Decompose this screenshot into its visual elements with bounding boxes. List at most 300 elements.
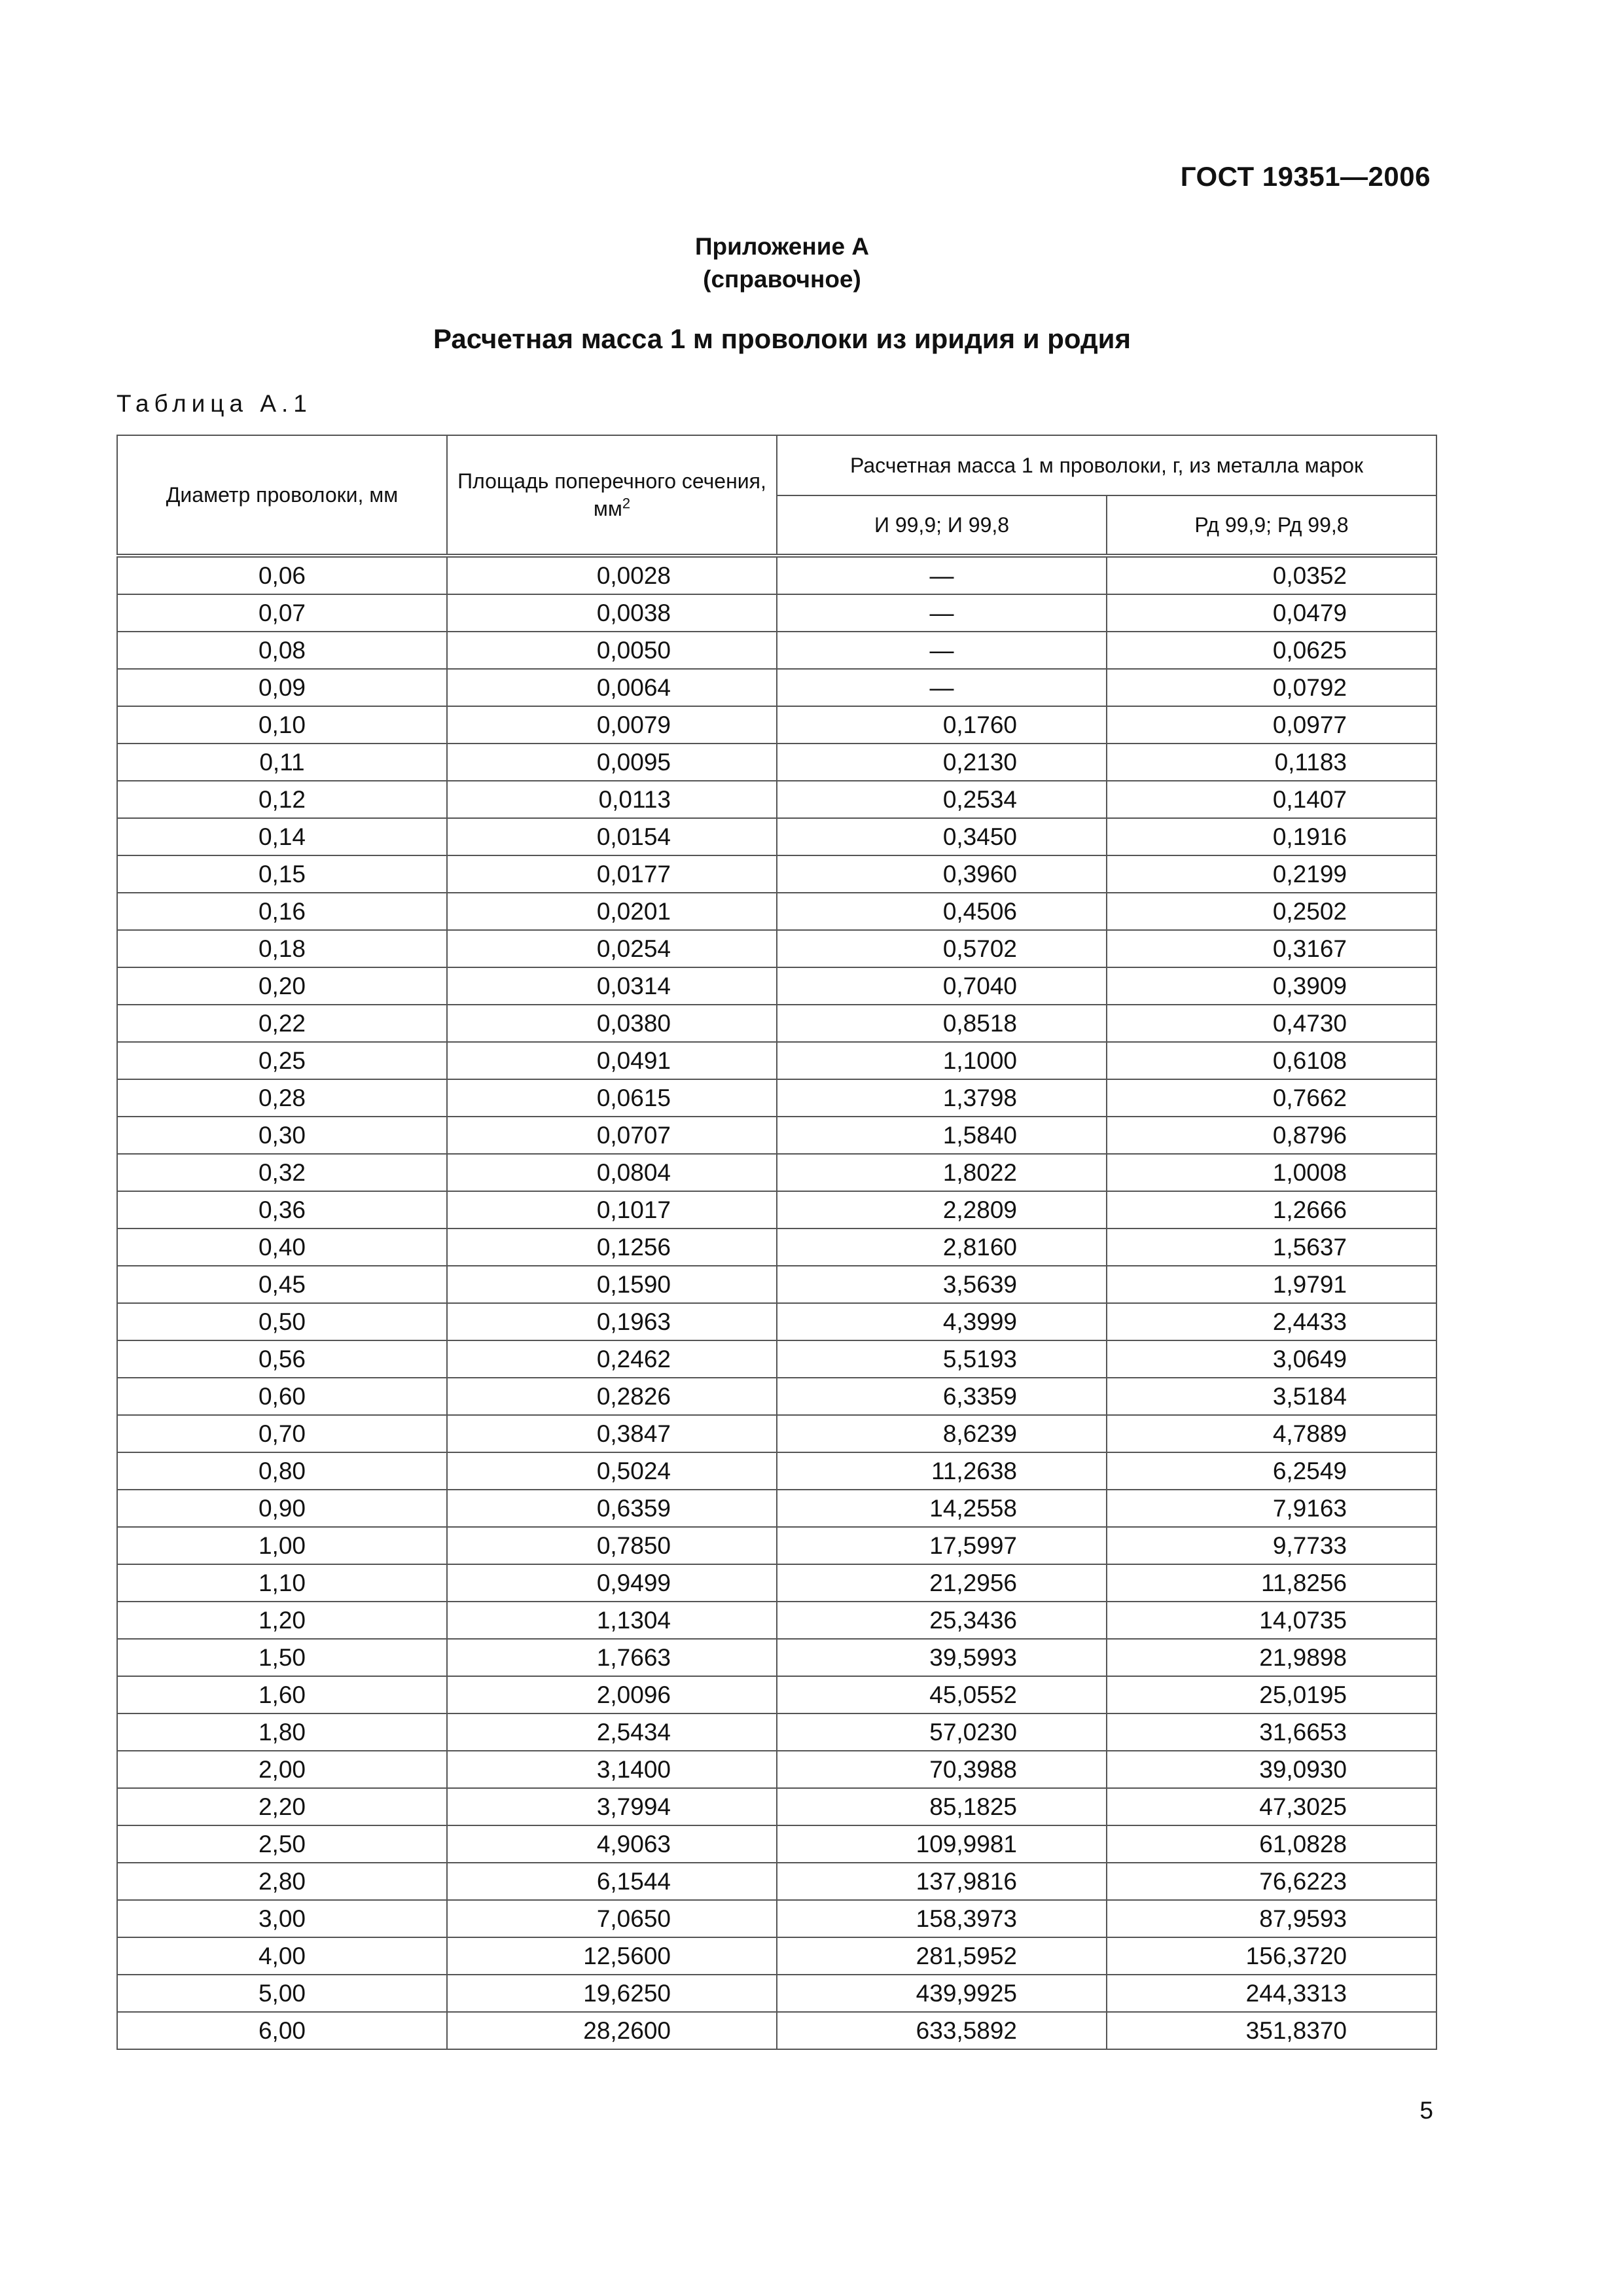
cell-mass-rhodium bbox=[1107, 1117, 1436, 1154]
cell-area-value: 28,2600 bbox=[583, 2017, 671, 2044]
standard-number: ГОСТ 19351—2006 bbox=[1180, 161, 1431, 192]
cell-area-value: 0,1590 bbox=[596, 1271, 671, 1298]
cell-area bbox=[447, 1042, 777, 1079]
cell-mass-iridium-value: 17,5997 bbox=[929, 1532, 1017, 1559]
cell-diameter-value: 2,00 bbox=[258, 1756, 306, 1783]
cell-area-value: 0,0079 bbox=[596, 711, 671, 738]
cell-mass-iridium bbox=[777, 1005, 1107, 1042]
header-area-superscript: 2 bbox=[622, 495, 631, 512]
cell-diameter bbox=[117, 744, 447, 781]
cell-mass-iridium bbox=[777, 893, 1107, 930]
cell-mass-rhodium bbox=[1107, 1751, 1436, 1788]
cell-mass-rhodium bbox=[1107, 1564, 1436, 1602]
cell-diameter bbox=[117, 1452, 447, 1490]
cell-area bbox=[447, 1005, 777, 1042]
cell-mass-rhodium-value: 0,1407 bbox=[1272, 786, 1347, 813]
cell-mass-rhodium-value: 9,7733 bbox=[1272, 1532, 1347, 1559]
wire-mass-table bbox=[116, 435, 1437, 2050]
cell-diameter-value: 0,50 bbox=[258, 1308, 306, 1335]
cell-mass-iridium-value: 158,3973 bbox=[916, 1905, 1017, 1932]
cell-diameter bbox=[117, 669, 447, 706]
cell-diameter-value: 0,11 bbox=[259, 749, 305, 776]
appendix-heading bbox=[0, 230, 1564, 296]
cell-diameter-value: 0,10 bbox=[258, 711, 306, 738]
cell-mass-iridium-value: 1,1000 bbox=[942, 1047, 1017, 1074]
cell-mass-rhodium bbox=[1107, 556, 1436, 594]
cell-mass-iridium bbox=[777, 594, 1107, 632]
cell-area bbox=[447, 855, 777, 893]
cell-diameter-value: 1,80 bbox=[258, 1719, 306, 1746]
cell-mass-rhodium bbox=[1107, 706, 1436, 744]
cell-mass-iridium bbox=[777, 930, 1107, 967]
cell-mass-iridium bbox=[777, 556, 1107, 594]
cell-mass-rhodium-value: 0,0977 bbox=[1272, 711, 1347, 738]
cell-area-value: 0,2826 bbox=[596, 1383, 671, 1410]
cell-mass-iridium bbox=[777, 632, 1107, 669]
cell-diameter-value: 0,09 bbox=[258, 674, 306, 701]
cell-mass-iridium bbox=[777, 1527, 1107, 1564]
table-row bbox=[117, 556, 1436, 594]
table-row bbox=[117, 706, 1436, 744]
cell-diameter bbox=[117, 1340, 447, 1378]
cell-diameter bbox=[117, 1937, 447, 1975]
cell-mass-iridium-value: 39,5993 bbox=[929, 1644, 1017, 1671]
header-diameter: Диаметр проволоки, мм bbox=[117, 435, 447, 556]
cell-mass-rhodium bbox=[1107, 1191, 1436, 1229]
cell-area-value: 3,7994 bbox=[596, 1793, 671, 1820]
cell-area bbox=[447, 781, 777, 818]
cell-area bbox=[447, 1266, 777, 1303]
table-row bbox=[117, 1042, 1436, 1079]
table-row bbox=[117, 1191, 1436, 1229]
cell-mass-rhodium bbox=[1107, 1527, 1436, 1564]
cell-area bbox=[447, 1415, 777, 1452]
cell-mass-rhodium-value: 0,8796 bbox=[1272, 1122, 1347, 1149]
cell-diameter-value: 0,40 bbox=[258, 1234, 306, 1261]
cell-mass-iridium-value: 3,5639 bbox=[942, 1271, 1017, 1298]
cell-diameter-value: 2,50 bbox=[258, 1831, 306, 1857]
cell-mass-iridium-value: — bbox=[929, 600, 954, 626]
cell-area-value: 0,0064 bbox=[596, 674, 671, 701]
cell-mass-rhodium-value: 7,9163 bbox=[1272, 1495, 1347, 1522]
cell-mass-iridium-value: 57,0230 bbox=[929, 1719, 1017, 1746]
cell-mass-rhodium bbox=[1107, 1042, 1436, 1079]
cell-mass-iridium bbox=[777, 1229, 1107, 1266]
cell-mass-iridium-value: 2,2809 bbox=[942, 1196, 1017, 1223]
cell-diameter bbox=[117, 2012, 447, 2049]
cell-area bbox=[447, 1863, 777, 1900]
cell-area bbox=[447, 1527, 777, 1564]
cell-mass-rhodium bbox=[1107, 1303, 1436, 1340]
table-row bbox=[117, 818, 1436, 855]
cell-area-value: 0,0707 bbox=[596, 1122, 671, 1149]
cell-mass-iridium-value: 5,5193 bbox=[942, 1346, 1017, 1372]
cell-diameter bbox=[117, 781, 447, 818]
cell-mass-rhodium bbox=[1107, 1937, 1436, 1975]
cell-diameter-value: 6,00 bbox=[258, 2017, 306, 2044]
cell-mass-iridium-value: 6,3359 bbox=[942, 1383, 1017, 1410]
cell-mass-rhodium-value: 21,9898 bbox=[1259, 1644, 1347, 1671]
cell-mass-rhodium-value: 244,3313 bbox=[1245, 1980, 1347, 2007]
cell-mass-iridium-value: 0,8518 bbox=[942, 1010, 1017, 1037]
cell-area bbox=[447, 930, 777, 967]
cell-area-value: 0,0491 bbox=[596, 1047, 671, 1074]
cell-mass-rhodium-value: 3,5184 bbox=[1272, 1383, 1347, 1410]
cell-diameter-value: 0,14 bbox=[258, 823, 306, 850]
cell-mass-iridium-value: — bbox=[929, 637, 954, 664]
cell-area-value: 0,0615 bbox=[596, 1085, 671, 1111]
cell-mass-rhodium-value: 14,0735 bbox=[1259, 1607, 1347, 1634]
cell-diameter bbox=[117, 893, 447, 930]
cell-mass-iridium-value: 8,6239 bbox=[942, 1420, 1017, 1447]
table-row bbox=[117, 1005, 1436, 1042]
cell-mass-rhodium bbox=[1107, 744, 1436, 781]
cell-area bbox=[447, 1713, 777, 1751]
cell-mass-iridium-value: 0,5702 bbox=[942, 935, 1017, 962]
cell-mass-rhodium bbox=[1107, 669, 1436, 706]
cell-diameter bbox=[117, 1191, 447, 1229]
cell-mass-iridium-value: — bbox=[929, 562, 954, 589]
cell-area-value: 0,1963 bbox=[596, 1308, 671, 1335]
cell-mass-iridium bbox=[777, 1937, 1107, 1975]
cell-mass-rhodium-value: 31,6653 bbox=[1259, 1719, 1347, 1746]
cell-mass-iridium bbox=[777, 669, 1107, 706]
cell-mass-rhodium bbox=[1107, 1825, 1436, 1863]
cell-area bbox=[447, 1378, 777, 1415]
cell-area-value: 2,0096 bbox=[596, 1681, 671, 1708]
cell-mass-iridium-value: 85,1825 bbox=[929, 1793, 1017, 1820]
page-number: 5 bbox=[1419, 2097, 1433, 2124]
table-row bbox=[117, 669, 1436, 706]
cell-mass-iridium bbox=[777, 781, 1107, 818]
cell-mass-iridium bbox=[777, 1079, 1107, 1117]
cell-diameter-value: 1,20 bbox=[258, 1607, 306, 1634]
table-row bbox=[117, 1639, 1436, 1676]
table-row bbox=[117, 1975, 1436, 2012]
cell-mass-iridium bbox=[777, 1303, 1107, 1340]
cell-area-value: 0,0154 bbox=[596, 823, 671, 850]
cell-area-value: 0,1256 bbox=[596, 1234, 671, 1261]
cell-mass-rhodium-value: 0,0352 bbox=[1272, 562, 1347, 589]
cell-area-value: 0,6359 bbox=[596, 1495, 671, 1522]
cell-area-value: 7,0650 bbox=[596, 1905, 671, 1932]
cell-mass-rhodium-value: 0,3167 bbox=[1272, 935, 1347, 962]
cell-area bbox=[447, 744, 777, 781]
cell-diameter bbox=[117, 1713, 447, 1751]
cell-diameter-value: 0,60 bbox=[258, 1383, 306, 1410]
cell-mass-rhodium-value: 11,8256 bbox=[1261, 1570, 1347, 1596]
cell-diameter-value: 0,15 bbox=[258, 861, 306, 888]
header-area-text: Площадь поперечного сечения, мм bbox=[457, 469, 766, 520]
cell-area-value: 0,3847 bbox=[596, 1420, 671, 1447]
cell-mass-iridium-value: 137,9816 bbox=[916, 1868, 1017, 1895]
cell-mass-iridium-value: 1,3798 bbox=[942, 1085, 1017, 1111]
cell-mass-iridium-value: 70,3988 bbox=[929, 1756, 1017, 1783]
cell-mass-rhodium bbox=[1107, 2012, 1436, 2049]
cell-mass-iridium bbox=[777, 1788, 1107, 1825]
cell-mass-rhodium-value: 0,2502 bbox=[1272, 898, 1347, 925]
table-row bbox=[117, 1303, 1436, 1340]
table-row bbox=[117, 1117, 1436, 1154]
cell-mass-rhodium-value: 0,1916 bbox=[1272, 823, 1347, 850]
cell-mass-rhodium-value: 4,7889 bbox=[1272, 1420, 1347, 1447]
cell-diameter-value: 2,80 bbox=[258, 1868, 306, 1895]
cell-area-value: 0,0050 bbox=[596, 637, 671, 664]
cell-mass-rhodium-value: 0,4730 bbox=[1272, 1010, 1347, 1037]
cell-diameter bbox=[117, 1751, 447, 1788]
cell-area bbox=[447, 1825, 777, 1863]
cell-mass-rhodium-value: 1,0008 bbox=[1272, 1159, 1347, 1186]
cell-mass-iridium-value: 25,3436 bbox=[929, 1607, 1017, 1634]
cell-area bbox=[447, 1490, 777, 1527]
cell-diameter-value: 0,08 bbox=[258, 637, 306, 664]
cell-diameter bbox=[117, 556, 447, 594]
cell-mass-iridium bbox=[777, 706, 1107, 744]
cell-area bbox=[447, 1191, 777, 1229]
header-rhodium: Рд 99,9; Рд 99,8 bbox=[1107, 495, 1436, 556]
table-row bbox=[117, 1452, 1436, 1490]
table-body bbox=[117, 556, 1436, 2049]
table-row bbox=[117, 1154, 1436, 1191]
cell-diameter-value: 1,10 bbox=[258, 1570, 306, 1596]
cell-mass-rhodium-value: 39,0930 bbox=[1259, 1756, 1347, 1783]
cell-area bbox=[447, 706, 777, 744]
cell-area bbox=[447, 1564, 777, 1602]
cell-mass-iridium-value: 0,2534 bbox=[942, 786, 1017, 813]
cell-diameter bbox=[117, 1975, 447, 2012]
cell-area bbox=[447, 669, 777, 706]
cell-diameter bbox=[117, 1079, 447, 1117]
cell-area bbox=[447, 1340, 777, 1378]
cell-diameter bbox=[117, 1117, 447, 1154]
cell-mass-iridium bbox=[777, 1863, 1107, 1900]
table-row bbox=[117, 2012, 1436, 2049]
cell-mass-iridium bbox=[777, 1154, 1107, 1191]
cell-area-value: 0,0201 bbox=[596, 898, 671, 925]
cell-mass-iridium bbox=[777, 967, 1107, 1005]
cell-mass-iridium-value: 109,9981 bbox=[916, 1831, 1017, 1857]
cell-mass-rhodium-value: 0,2199 bbox=[1272, 861, 1347, 888]
cell-diameter bbox=[117, 1639, 447, 1676]
cell-diameter-value: 0,07 bbox=[258, 600, 306, 626]
appendix-title: Приложение А bbox=[694, 233, 870, 260]
cell-area bbox=[447, 556, 777, 594]
cell-mass-iridium bbox=[777, 1564, 1107, 1602]
cell-mass-iridium bbox=[777, 1042, 1107, 1079]
cell-mass-rhodium bbox=[1107, 1863, 1436, 1900]
table-row bbox=[117, 967, 1436, 1005]
cell-diameter-value: 0,90 bbox=[258, 1495, 306, 1522]
cell-mass-rhodium bbox=[1107, 1340, 1436, 1378]
header-mass-group: Расчетная масса 1 м проволоки, г, из металла марок bbox=[777, 435, 1436, 495]
cell-diameter bbox=[117, 1042, 447, 1079]
cell-mass-rhodium-value: 76,6223 bbox=[1259, 1868, 1347, 1895]
cell-diameter-value: 0,36 bbox=[258, 1196, 306, 1223]
cell-area-value: 1,1304 bbox=[596, 1607, 671, 1634]
table-row bbox=[117, 744, 1436, 781]
cell-diameter-value: 1,00 bbox=[258, 1532, 306, 1559]
cell-mass-iridium-value: 0,2130 bbox=[942, 749, 1017, 776]
cell-mass-iridium bbox=[777, 1490, 1107, 1527]
cell-mass-rhodium-value: 351,8370 bbox=[1245, 2017, 1347, 2044]
cell-area bbox=[447, 632, 777, 669]
table-row bbox=[117, 1527, 1436, 1564]
cell-diameter bbox=[117, 1266, 447, 1303]
cell-mass-iridium bbox=[777, 1415, 1107, 1452]
cell-area-value: 0,9499 bbox=[596, 1570, 671, 1596]
cell-diameter bbox=[117, 1490, 447, 1527]
cell-mass-rhodium-value: 47,3025 bbox=[1259, 1793, 1347, 1820]
cell-diameter bbox=[117, 818, 447, 855]
cell-diameter bbox=[117, 1825, 447, 1863]
cell-area bbox=[447, 818, 777, 855]
cell-diameter bbox=[117, 1527, 447, 1564]
cell-area-value: 3,1400 bbox=[596, 1756, 671, 1783]
cell-area bbox=[447, 1602, 777, 1639]
cell-area bbox=[447, 2012, 777, 2049]
cell-mass-iridium-value: 0,1760 bbox=[942, 711, 1017, 738]
cell-area-value: 0,0177 bbox=[596, 861, 671, 888]
cell-diameter bbox=[117, 1788, 447, 1825]
cell-diameter-value: 0,20 bbox=[258, 973, 306, 999]
table-row bbox=[117, 855, 1436, 893]
cell-mass-rhodium bbox=[1107, 632, 1436, 669]
cell-area-value: 12,5600 bbox=[583, 1943, 671, 1969]
cell-mass-rhodium-value: 1,5637 bbox=[1272, 1234, 1347, 1261]
cell-mass-rhodium bbox=[1107, 1713, 1436, 1751]
cell-mass-iridium bbox=[777, 855, 1107, 893]
cell-area bbox=[447, 1117, 777, 1154]
cell-area-value: 0,0028 bbox=[596, 562, 671, 589]
cell-mass-rhodium bbox=[1107, 1676, 1436, 1713]
cell-diameter-value: 0,18 bbox=[258, 935, 306, 962]
cell-mass-rhodium bbox=[1107, 1602, 1436, 1639]
cell-mass-iridium bbox=[777, 1452, 1107, 1490]
cell-mass-rhodium-value: 0,0792 bbox=[1272, 674, 1347, 701]
cell-mass-rhodium bbox=[1107, 1266, 1436, 1303]
table-row bbox=[117, 781, 1436, 818]
cell-diameter-value: 3,00 bbox=[258, 1905, 306, 1932]
cell-area bbox=[447, 1154, 777, 1191]
cell-diameter bbox=[117, 1900, 447, 1937]
cell-diameter bbox=[117, 1378, 447, 1415]
cell-mass-rhodium bbox=[1107, 1490, 1436, 1527]
cell-mass-iridium bbox=[777, 1191, 1107, 1229]
cell-diameter-value: 0,32 bbox=[258, 1159, 306, 1186]
cell-mass-iridium bbox=[777, 744, 1107, 781]
cell-diameter bbox=[117, 1602, 447, 1639]
cell-diameter bbox=[117, 1676, 447, 1713]
cell-diameter-value: 4,00 bbox=[258, 1943, 306, 1969]
table-row bbox=[117, 1602, 1436, 1639]
cell-mass-iridium-value: 281,5952 bbox=[916, 1943, 1017, 1969]
table-row bbox=[117, 1079, 1436, 1117]
table-row bbox=[117, 1713, 1436, 1751]
cell-mass-rhodium bbox=[1107, 1452, 1436, 1490]
cell-mass-iridium-value: 439,9925 bbox=[916, 1980, 1017, 2007]
cell-mass-rhodium-value: 0,7662 bbox=[1272, 1085, 1347, 1111]
cell-mass-iridium bbox=[777, 1266, 1107, 1303]
cell-mass-iridium-value: 14,2558 bbox=[929, 1495, 1017, 1522]
cell-mass-iridium bbox=[777, 1639, 1107, 1676]
cell-area bbox=[447, 1639, 777, 1676]
cell-mass-iridium-value: 0,3960 bbox=[942, 861, 1017, 888]
cell-mass-iridium bbox=[777, 1713, 1107, 1751]
cell-area-value: 0,0804 bbox=[596, 1159, 671, 1186]
cell-area-value: 0,5024 bbox=[596, 1458, 671, 1484]
cell-area bbox=[447, 893, 777, 930]
cell-mass-rhodium-value: 0,6108 bbox=[1272, 1047, 1347, 1074]
cell-diameter-value: 1,50 bbox=[258, 1644, 306, 1671]
table-row bbox=[117, 1229, 1436, 1266]
cell-area bbox=[447, 967, 777, 1005]
cell-mass-iridium-value: 21,2956 bbox=[929, 1570, 1017, 1596]
cell-diameter-value: 0,80 bbox=[258, 1458, 306, 1484]
table-row bbox=[117, 1490, 1436, 1527]
cell-diameter bbox=[117, 1415, 447, 1452]
cell-mass-iridium bbox=[777, 1676, 1107, 1713]
cell-diameter bbox=[117, 1303, 447, 1340]
table-caption: Таблица А.1 bbox=[116, 390, 312, 417]
cell-mass-rhodium bbox=[1107, 1005, 1436, 1042]
cell-area-value: 0,0113 bbox=[598, 786, 671, 813]
table-row bbox=[117, 1751, 1436, 1788]
cell-diameter bbox=[117, 855, 447, 893]
cell-area bbox=[447, 1975, 777, 2012]
cell-mass-iridium-value: — bbox=[929, 674, 954, 701]
cell-area bbox=[447, 1937, 777, 1975]
cell-mass-rhodium-value: 25,0195 bbox=[1259, 1681, 1347, 1708]
cell-area-value: 1,7663 bbox=[596, 1644, 671, 1671]
cell-mass-iridium-value: 0,3450 bbox=[942, 823, 1017, 850]
cell-diameter-value: 0,22 bbox=[258, 1010, 306, 1037]
cell-mass-rhodium-value: 0,0479 bbox=[1272, 600, 1347, 626]
cell-mass-iridium bbox=[777, 1825, 1107, 1863]
cell-area bbox=[447, 1303, 777, 1340]
cell-mass-rhodium bbox=[1107, 1975, 1436, 2012]
cell-mass-rhodium bbox=[1107, 855, 1436, 893]
cell-mass-iridium bbox=[777, 2012, 1107, 2049]
cell-mass-rhodium-value: 87,9593 bbox=[1259, 1905, 1347, 1932]
cell-diameter-value: 0,70 bbox=[258, 1420, 306, 1447]
cell-mass-iridium-value: 45,0552 bbox=[929, 1681, 1017, 1708]
cell-mass-rhodium bbox=[1107, 1415, 1436, 1452]
cell-mass-iridium-value: 1,8022 bbox=[942, 1159, 1017, 1186]
table-row bbox=[117, 1378, 1436, 1415]
cell-diameter bbox=[117, 1154, 447, 1191]
document-title: Расчетная масса 1 м проволоки из иридия и родия bbox=[433, 323, 1132, 354]
table-row bbox=[117, 1676, 1436, 1713]
cell-diameter bbox=[117, 1863, 447, 1900]
table-row bbox=[117, 1340, 1436, 1378]
cell-area-value: 2,5434 bbox=[596, 1719, 671, 1746]
cell-mass-rhodium bbox=[1107, 594, 1436, 632]
cell-area-value: 0,1017 bbox=[596, 1196, 671, 1223]
cell-mass-iridium-value: 0,4506 bbox=[942, 898, 1017, 925]
cell-diameter bbox=[117, 594, 447, 632]
cell-diameter-value: 0,16 bbox=[258, 898, 306, 925]
cell-area bbox=[447, 1079, 777, 1117]
cell-area-value: 0,0038 bbox=[596, 600, 671, 626]
cell-area-value: 6,1544 bbox=[596, 1868, 671, 1895]
cell-mass-rhodium bbox=[1107, 1378, 1436, 1415]
cell-area-value: 19,6250 bbox=[583, 1980, 671, 2007]
cell-diameter bbox=[117, 706, 447, 744]
cell-mass-rhodium-value: 0,3909 bbox=[1272, 973, 1347, 999]
cell-area bbox=[447, 1452, 777, 1490]
cell-mass-iridium bbox=[777, 1117, 1107, 1154]
cell-mass-iridium-value: 2,8160 bbox=[942, 1234, 1017, 1261]
